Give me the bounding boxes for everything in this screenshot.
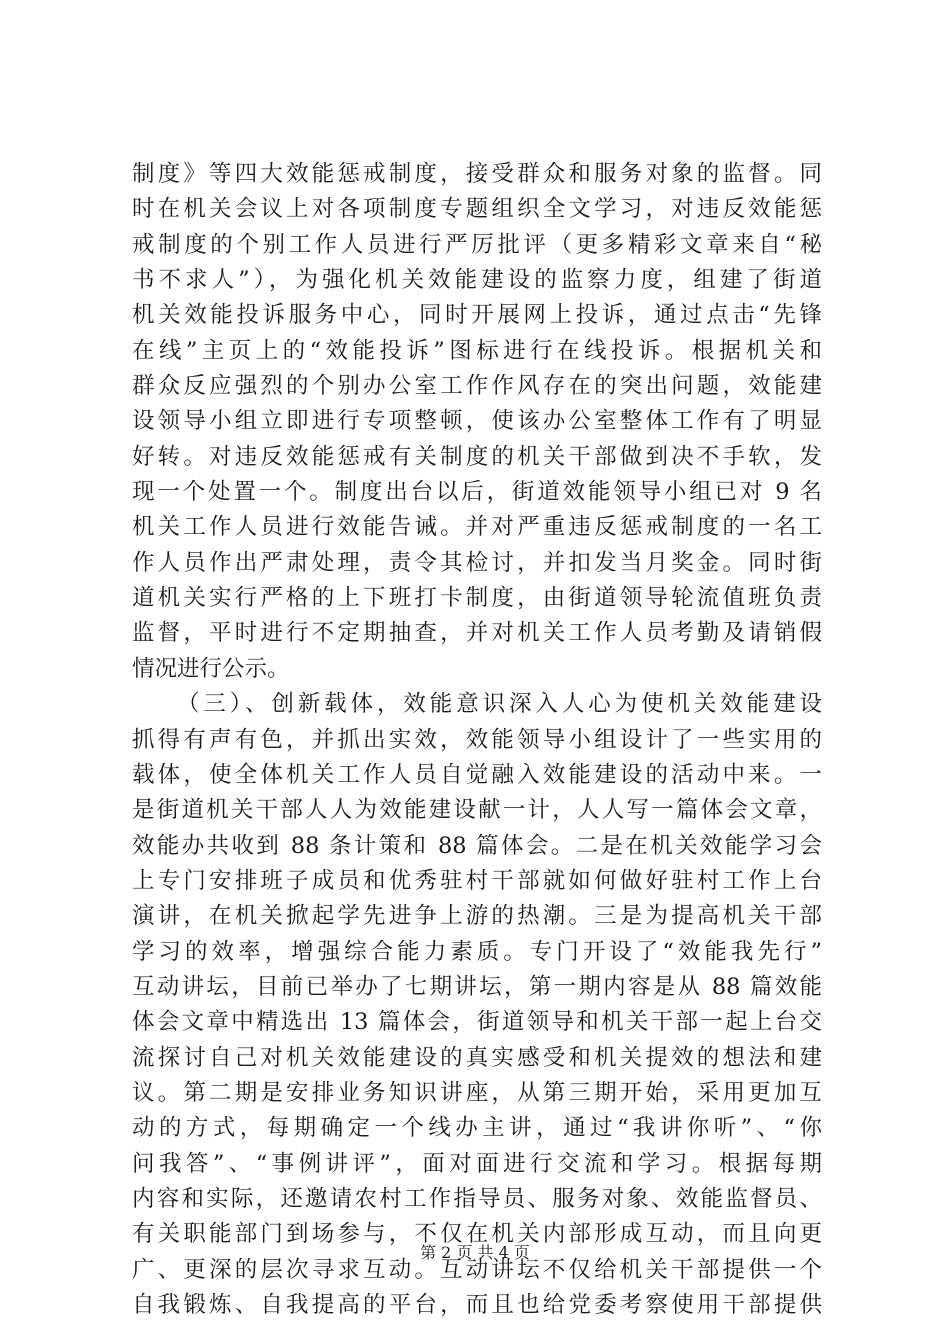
text-line: 内容和实际，还邀请农村工作指导员、服务对象、效能监督员、 xyxy=(132,1185,822,1212)
text-line: 动的方式，每期确定一个线办主讲，通过“我讲你听”、“你 xyxy=(132,1115,822,1142)
text-line: 学习的效率，增强综合能力素质。专门开设了“效能我先行” xyxy=(132,938,822,965)
text-line: 体会文章中精选出 13 篇体会，街道领导和机关干部一起上台交 xyxy=(132,1009,822,1036)
text-line: 有关职能部门到场参与，不仅在机关内部形成互动，而且向更 xyxy=(132,1221,822,1248)
body-text xyxy=(132,157,822,1323)
text-line: 广、更深的层次寻求互动。互动讲坛不仅给机关干部提供一个 xyxy=(132,1256,822,1283)
text-line: 在线”主页上的“效能投诉”图标进行在线投诉。根据机关和 xyxy=(132,337,822,364)
text-line: 演讲，在机关掀起学先进争上游的热潮。三是为提高机关干部 xyxy=(132,903,822,930)
text-line: 作人员作出严肃处理，责令其检讨，并扣发当月奖金。同时街 xyxy=(132,549,822,576)
text-line: 互动讲坛，目前已举办了七期讲坛，第一期内容是从 88 篇效能 xyxy=(132,973,822,1000)
text-line: 机关工作人员进行效能告诫。并对严重违反惩戒制度的一名工 xyxy=(132,514,822,541)
text-line: 问我答”、“事例讲评”，面对面进行交流和学习。根据每期 xyxy=(132,1150,822,1177)
text-line: 效能办共收到 88 条计策和 88 篇体会。二是在机关效能学习会 xyxy=(132,832,822,859)
text-line: 书不求人”），为强化机关效能建设的监察力度，组建了街道 xyxy=(132,267,822,294)
section-heading-line: （三）、创新载体，效能意识深入人心为使机关效能建设 xyxy=(177,691,822,718)
text-line: 时在机关会议上对各项制度专题组织全文学习，对违反效能惩 xyxy=(132,196,822,223)
page-number-footer: 第 2 页 共 4 页 xyxy=(420,1243,530,1262)
text-line: 议。第二期是安排业务知识讲座，从第三期开始，采用更加互 xyxy=(132,1079,822,1106)
text-line: 自我锻炼、自我提高的平台，而且也给党委考察使用干部提供 xyxy=(132,1292,822,1318)
text-line: 上专门安排班子成员和优秀驻村干部就如何做好驻村工作上台 xyxy=(132,867,822,894)
text-line: 制度》等四大效能惩戒制度，接受群众和服务对象的监督。同 xyxy=(132,161,822,187)
text-line: 是街道机关干部人人为效能建设献一计，人人写一篇体会文章， xyxy=(132,797,822,824)
text-line: 监督，平时进行不定期抽查，并对机关工作人员考勤及请销假 xyxy=(132,620,822,647)
text-line: 机关效能投诉服务中心，同时开展网上投诉，通过点击“先锋 xyxy=(132,302,822,329)
text-line: 戒制度的个别工作人员进行严厉批评（更多精彩文章来自“秘 xyxy=(132,231,822,258)
text-line: 现一个处置一个。制度出台以后，街道效能领导小组已对 9 名 xyxy=(132,479,822,506)
text-line: 情况进行公示。 xyxy=(132,655,290,682)
text-line: 设领导小组立即进行专项整顿，使该办公室整体工作有了明显 xyxy=(132,408,822,435)
text-line: 好转。对违反效能惩戒有关制度的机关干部做到决不手软，发 xyxy=(132,443,822,470)
text-line: 道机关实行严格的上下班打卡制度，由街道领导轮流值班负责 xyxy=(132,585,822,612)
text-line: 抓得有声有色，并抓出实效，效能领导小组设计了一些实用的 xyxy=(132,726,822,753)
text-line: 流探讨自己对机关效能建设的真实感受和机关提效的想法和建 xyxy=(132,1044,822,1071)
text-line: 群众反应强烈的个别办公室工作作风存在的突出问题，效能建 xyxy=(132,373,822,400)
text-line: 载体，使全体机关工作人员自觉融入效能建设的活动中来。一 xyxy=(132,761,822,788)
